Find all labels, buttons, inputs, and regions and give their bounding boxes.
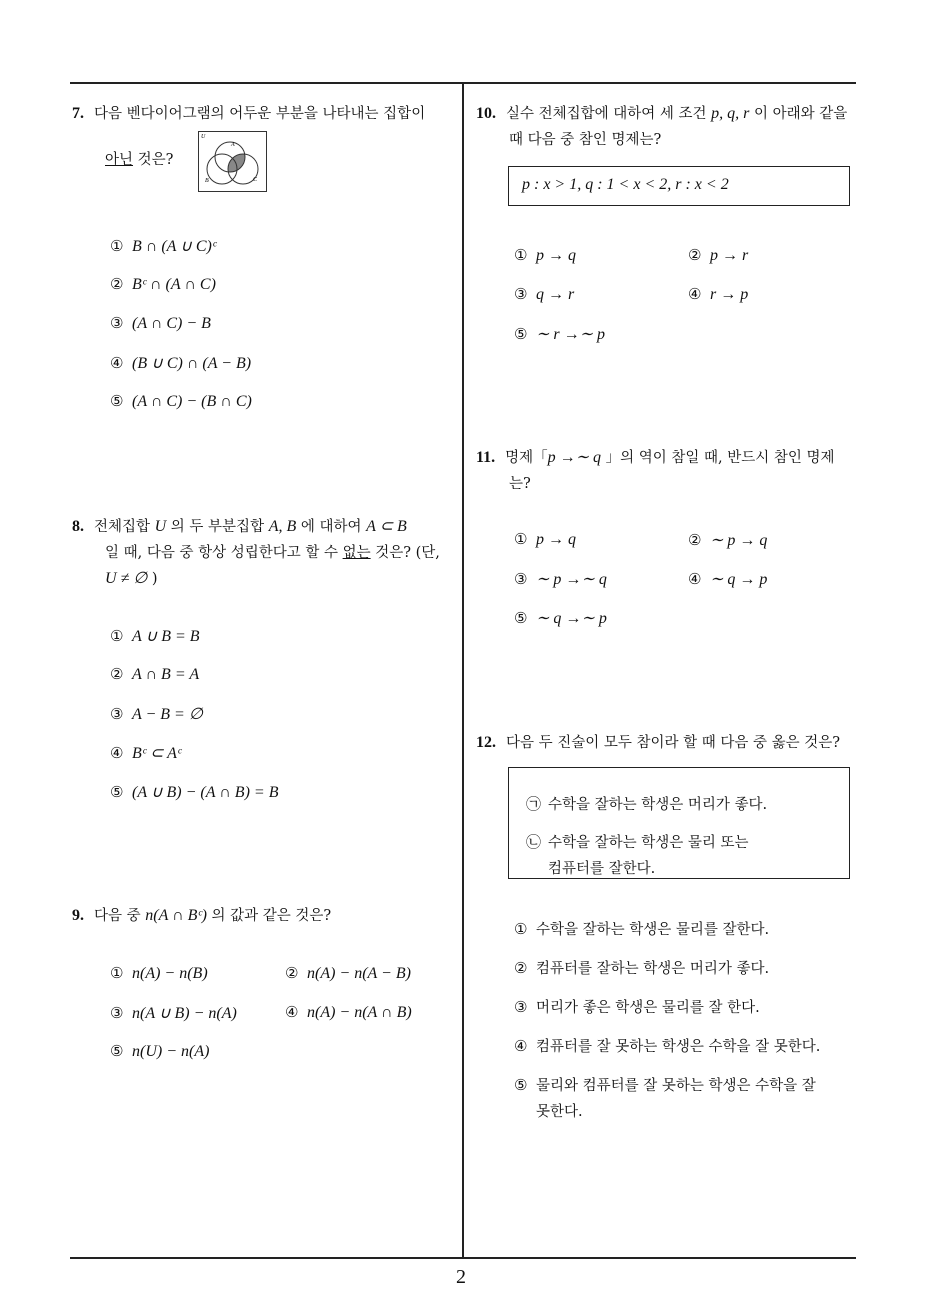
q12-option-3[interactable]: ③ 머리가 좋은 학생은 물리를 잘 한다. [514,998,760,1016]
question-number: 11. [476,449,496,466]
q8-option-5[interactable]: ⑤ (A ∪ B) − (A ∩ B) = B [110,783,279,801]
venn-label-b: B [205,178,209,184]
question-8-line3: U ≠ ∅ ) [105,570,158,587]
q12-statement-2: ㉡ 수학을 잘하는 학생은 물리 또는 [526,833,749,851]
q9-option-4[interactable]: ④ n(A) − n(A ∩ B) [285,1003,412,1021]
q11-option-2[interactable]: ② ∼ p → q [688,531,768,549]
question-8: 8. 전체집합 U 의 두 부분집합 A, B 에 대하여 A ⊂ B [72,518,407,535]
q11-option-3[interactable]: ③ ∼ p →∼ q [514,570,607,588]
q10-option-1[interactable]: ① p → q [514,246,576,264]
q11-option-5[interactable]: ⑤ ∼ q →∼ p [514,609,607,627]
underlined-word: 아닌 [105,152,134,168]
question-number: 12. [476,734,496,751]
q7-option-4[interactable]: ④ (B ∪ C) ∩ (A − B) [110,354,252,372]
q12-option-5[interactable]: ⑤ 물리와 컴퓨터를 잘 못하는 학생은 수학을 잘 [514,1076,816,1094]
q9-option-3[interactable]: ③ n(A ∪ B) − n(A) [110,1004,237,1022]
q11-option-4[interactable]: ④ ∼ q → p [688,570,768,588]
q7-option-2[interactable]: ② Bᶜ ∩ (A ∩ C) [110,275,216,293]
q12-statement-1: ㉠ 수학을 잘하는 학생은 머리가 좋다. [526,795,768,813]
page-number: 2 [456,1266,466,1288]
q7-option-1[interactable]: ① B ∩ (A ∪ C)ᶜ [110,237,217,255]
question-7 [72,101,457,127]
question-number: 9. [72,907,84,924]
q12-option-2[interactable]: ② 컴퓨터를 잘하는 학생은 머리가 좋다. [514,959,770,977]
venn-diagram [198,129,268,193]
venn-label-c: C [253,177,258,183]
q10-option-4[interactable]: ④ r → p [688,285,749,303]
column-divider [462,82,464,1258]
question-11: 11. 명제「p →∼ q 」의 역이 참일 때, 반드시 참인 명제 [476,449,835,466]
bottom-rule [70,1257,856,1259]
question-text: 다음 벤다이어그램의 어두운 부분을 나타내는 집합이 [94,106,426,122]
q9-option-2[interactable]: ② n(A) − n(A − B) [285,964,411,982]
q12-option-5-cont: 못한다. [536,1104,583,1120]
q10-option-2[interactable]: ② p → r [688,246,749,264]
q12-statement-2-cont: 컴퓨터를 잘한다. [548,861,656,877]
q7-option-5[interactable]: ⑤ (A ∩ C) − (B ∩ C) [110,392,252,410]
q12-option-1[interactable]: ① 수학을 잘하는 학생은 물리를 잘한다. [514,920,770,938]
underlined-word: 없는 [342,545,371,561]
q7-option-3[interactable]: ③ (A ∩ C) − B [110,314,211,332]
venn-label-a: A [231,142,235,148]
q8-option-4[interactable]: ④ Bᶜ ⊂ Aᶜ [110,744,182,762]
q9-option-1[interactable]: ① n(A) − n(B) [110,964,208,982]
question-number: 8. [72,518,84,535]
question-11-line2: 는? [509,476,531,492]
q9-option-5[interactable]: ⑤ n(U) − n(A) [110,1042,210,1060]
question-10-line2: 때 다음 중 참인 명제는? [509,132,662,148]
q10-option-3[interactable]: ③ q → r [514,285,575,303]
q11-option-1[interactable]: ① p → q [514,530,576,548]
q8-option-2[interactable]: ② A ∩ B = A [110,665,200,683]
q12-option-4[interactable]: ④ 컴퓨터를 잘 못하는 학생은 수학을 잘 못한다. [514,1037,821,1055]
venn-label-u: U [201,134,206,140]
question-number: 10. [476,105,496,122]
question-8-line2: 일 때, 다음 중 항상 성립한다고 할 수 없는 것은? (단, [105,545,440,561]
q8-option-1[interactable]: ① A ∪ B = B [110,627,200,645]
q10-option-5[interactable]: ⑤ ∼ r →∼ p [514,325,606,343]
q10-conditions: p : x > 1, q : 1 < x < 2, r : x < 2 [522,176,729,193]
question-7-line2: 아닌 것은? [105,152,174,168]
question-10: 10. 실수 전체집합에 대하여 세 조건 p, q, r 이 아래와 같을 [476,105,848,122]
q8-option-3[interactable]: ③ A − B = ∅ [110,705,203,723]
question-number: 7. [72,105,84,122]
question-12: 12. 다음 두 진술이 모두 참이라 할 때 다음 중 옳은 것은? [476,734,841,751]
question-9: 9. 다음 중 n(A ∩ Bᶜ) 의 값과 같은 것은? [72,907,332,924]
